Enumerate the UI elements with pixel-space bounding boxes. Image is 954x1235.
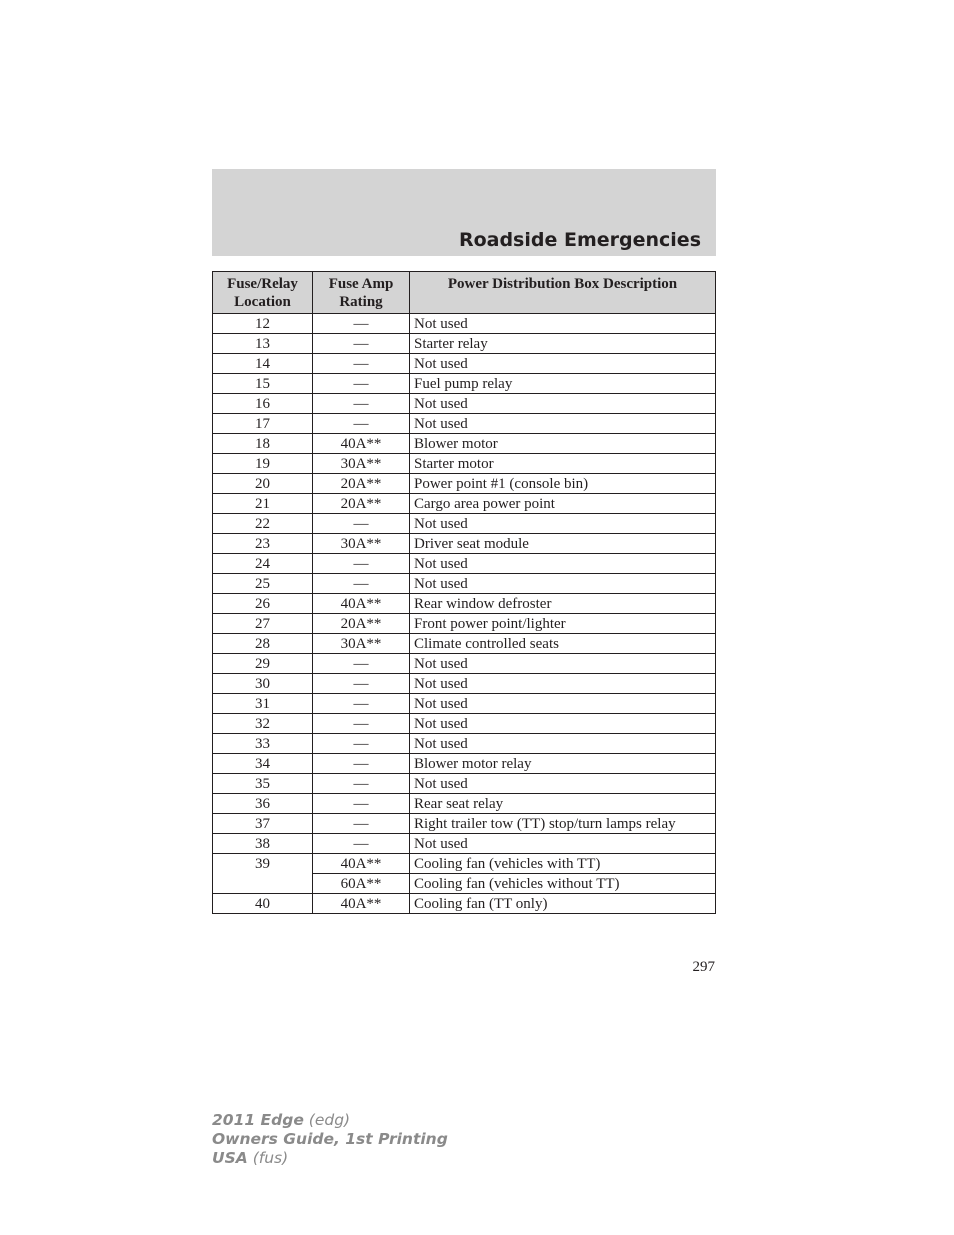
fuse-description-cell: Not used [410, 394, 716, 414]
fuse-rating-cell: 40A** [313, 594, 410, 614]
fuse-description-cell: Not used [410, 414, 716, 434]
fuse-description-cell: Cargo area power point [410, 494, 716, 514]
fuse-location-cell: 13 [213, 334, 313, 354]
fuse-location-cell: 36 [213, 794, 313, 814]
fuse-description-cell: Not used [410, 774, 716, 794]
fuse-description-cell: Not used [410, 674, 716, 694]
column-header-location: Fuse/Relay Location [213, 272, 313, 314]
table-row [213, 514, 716, 534]
fuse-rating-cell: 30A** [313, 454, 410, 474]
table-body [213, 314, 716, 914]
fuse-rating-cell: 20A** [313, 494, 410, 514]
fuse-table [212, 271, 716, 914]
footer-line-1 [212, 1111, 448, 1130]
table-row [213, 734, 716, 754]
column-header-description: Power Distribution Box Description [410, 272, 716, 314]
table-row [213, 354, 716, 374]
table-row [213, 554, 716, 574]
fuse-rating-cell: — [313, 794, 410, 814]
fuse-location-cell: 22 [213, 514, 313, 534]
table-row [213, 854, 716, 874]
fuse-rating-cell: — [313, 374, 410, 394]
fuse-description-cell: Blower motor relay [410, 754, 716, 774]
fuse-rating-cell: — [313, 774, 410, 794]
table-row [213, 454, 716, 474]
fuse-description-cell: Not used [410, 714, 716, 734]
fuse-location-cell: 33 [213, 734, 313, 754]
table-header [213, 272, 716, 314]
fuse-rating-cell: — [313, 314, 410, 334]
fuse-location-cell: 40 [213, 894, 313, 914]
fuse-description-cell: Not used [410, 514, 716, 534]
fuse-location-cell: 39 [213, 854, 313, 894]
fuse-location-cell: 18 [213, 434, 313, 454]
fuse-description-cell: Right trailer tow (TT) stop/turn lamps relay [410, 814, 716, 834]
footer-line-3 [212, 1149, 448, 1168]
footer-model-code: (edg) [308, 1111, 351, 1129]
fuse-description-cell: Not used [410, 354, 716, 374]
page-number: 297 [692, 959, 715, 975]
fuse-rating-cell: — [313, 694, 410, 714]
fuse-rating-cell: — [313, 734, 410, 754]
table-row [213, 634, 716, 654]
fuse-description-cell: Blower motor [410, 434, 716, 454]
table-row [213, 494, 716, 514]
table-row [213, 834, 716, 854]
table-row [213, 754, 716, 774]
fuse-location-cell: 34 [213, 754, 313, 774]
fuse-description-cell: Starter relay [410, 334, 716, 354]
fuse-location-cell: 26 [213, 594, 313, 614]
fuse-rating-cell: — [313, 334, 410, 354]
table-row [213, 334, 716, 354]
fuse-description-cell: Cooling fan (vehicles with TT) [410, 854, 716, 874]
fuse-location-cell: 28 [213, 634, 313, 654]
fuse-location-cell: 27 [213, 614, 313, 634]
fuse-description-cell: Rear seat relay [410, 794, 716, 814]
table-row [213, 614, 716, 634]
section-title: Roadside Emergencies [458, 229, 701, 251]
fuse-rating-cell: — [313, 554, 410, 574]
fuse-location-cell: 19 [213, 454, 313, 474]
fuse-description-cell: Not used [410, 314, 716, 334]
footer-line-2: Owners Guide, 1st Printing [212, 1130, 448, 1148]
fuse-rating-cell: 30A** [313, 634, 410, 654]
fuse-location-cell: 25 [213, 574, 313, 594]
table-row [213, 394, 716, 414]
fuse-rating-cell: — [313, 654, 410, 674]
fuse-rating-cell: 30A** [313, 534, 410, 554]
fuse-location-cell: 37 [213, 814, 313, 834]
table-row [213, 894, 716, 914]
table-row [213, 574, 716, 594]
fuse-location-cell: 17 [213, 414, 313, 434]
table-row [213, 534, 716, 554]
table-row [213, 434, 716, 454]
table-row [213, 654, 716, 674]
table-row [213, 814, 716, 834]
fuse-description-cell: Not used [410, 694, 716, 714]
fuse-description-cell: Starter motor [410, 454, 716, 474]
fuse-rating-cell: — [313, 394, 410, 414]
fuse-location-cell: 14 [213, 354, 313, 374]
fuse-description-cell: Not used [410, 834, 716, 854]
table-row [213, 314, 716, 334]
fuse-location-cell: 35 [213, 774, 313, 794]
fuse-rating-cell: — [313, 814, 410, 834]
fuse-description-cell: Fuel pump relay [410, 374, 716, 394]
fuse-location-cell: 15 [213, 374, 313, 394]
footer-market: USA [212, 1149, 248, 1167]
fuse-rating-cell: — [313, 714, 410, 734]
fuse-rating-cell: 40A** [313, 854, 410, 874]
fuse-rating-cell: 40A** [313, 894, 410, 914]
table-row [213, 594, 716, 614]
fuse-rating-cell: — [313, 834, 410, 854]
fuse-location-cell: 32 [213, 714, 313, 734]
fuse-location-cell: 20 [213, 474, 313, 494]
table-row [213, 714, 716, 734]
column-header-rating: Fuse Amp Rating [313, 272, 410, 314]
fuse-rating-cell: 40A** [313, 434, 410, 454]
fuse-rating-cell: — [313, 574, 410, 594]
fuse-location-cell: 30 [213, 674, 313, 694]
footer [212, 1111, 448, 1168]
fuse-location-cell: 12 [213, 314, 313, 334]
fuse-rating-cell: — [313, 354, 410, 374]
fuse-description-cell: Front power point/lighter [410, 614, 716, 634]
table-row [213, 794, 716, 814]
fuse-rating-cell: 20A** [313, 474, 410, 494]
fuse-description-cell: Not used [410, 554, 716, 574]
fuse-description-cell: Not used [410, 574, 716, 594]
fuse-rating-cell: 60A** [313, 874, 410, 894]
fuse-rating-cell: — [313, 514, 410, 534]
fuse-description-cell: Climate controlled seats [410, 634, 716, 654]
table-row [213, 674, 716, 694]
fuse-location-cell: 16 [213, 394, 313, 414]
table-row [213, 374, 716, 394]
fuse-location-cell: 38 [213, 834, 313, 854]
fuse-rating-cell: — [313, 674, 410, 694]
section-header-band [212, 169, 716, 256]
fuse-location-cell: 23 [213, 534, 313, 554]
fuse-description-cell: Rear window defroster [410, 594, 716, 614]
fuse-location-cell: 24 [213, 554, 313, 574]
fuse-rating-cell: 20A** [313, 614, 410, 634]
footer-market-code: (fus) [252, 1149, 289, 1167]
table-row [213, 474, 716, 494]
table-row [213, 414, 716, 434]
fuse-description-cell: Power point #1 (console bin) [410, 474, 716, 494]
fuse-description-cell: Not used [410, 734, 716, 754]
fuse-description-cell: Cooling fan (TT only) [410, 894, 716, 914]
fuse-rating-cell: — [313, 414, 410, 434]
fuse-description-cell: Driver seat module [410, 534, 716, 554]
fuse-description-cell: Not used [410, 654, 716, 674]
fuse-location-cell: 31 [213, 694, 313, 714]
fuse-location-cell: 21 [213, 494, 313, 514]
table-row [213, 694, 716, 714]
fuse-rating-cell: — [313, 754, 410, 774]
fuse-location-cell: 29 [213, 654, 313, 674]
table-row [213, 774, 716, 794]
footer-model: 2011 Edge [212, 1111, 304, 1129]
fuse-description-cell: Cooling fan (vehicles without TT) [410, 874, 716, 894]
